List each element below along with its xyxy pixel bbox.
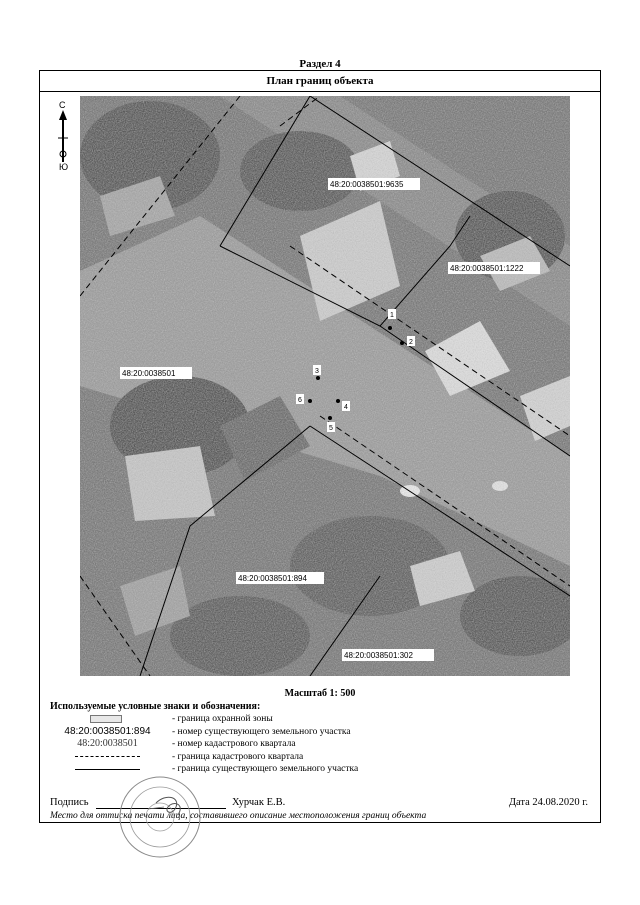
stamp-caption: Место для оттиска печати лица, составившего описание местоположения границ объекта <box>50 811 427 821</box>
north-arrow <box>52 100 74 180</box>
point-label-5: 5 <box>329 425 333 432</box>
section-title: Раздел 4 <box>299 58 341 70</box>
point-label-2: 2 <box>409 339 413 346</box>
legend-item-parcel-boundary <box>50 763 590 776</box>
point-label-4: 4 <box>344 404 348 411</box>
point-label-3: 3 <box>315 368 319 375</box>
legend-item-quarter-number <box>50 738 590 751</box>
point-label-6: 6 <box>298 397 302 404</box>
dashed-line-icon <box>75 756 140 757</box>
legend-title: Используемые условные знаки и обозначения: <box>50 701 261 712</box>
solid-line-icon <box>75 769 140 770</box>
aerial-map <box>80 96 570 676</box>
legend-text: - граница существующего земельного участка <box>172 764 359 774</box>
legend <box>50 713 590 776</box>
legend-item-quarter-boundary <box>50 751 590 764</box>
south-label: Ю <box>59 162 69 172</box>
parcel-label-9635: 48:20:0038501:9635 <box>330 180 404 189</box>
seal-stamp-icon <box>118 775 203 860</box>
point-label-1: 1 <box>390 312 394 319</box>
north-label: С <box>59 100 66 110</box>
zone-symbol-icon <box>90 715 122 723</box>
aerial-photo-image <box>80 96 570 676</box>
signature-label: Подпись <box>50 797 89 808</box>
legend-item-parcel-number <box>50 726 590 739</box>
legend-text: - номер кадастрового квартала <box>172 739 296 749</box>
legend-text: - граница охранной зоны <box>172 714 273 724</box>
legend-text: - номер существующего земельного участка <box>172 726 351 737</box>
plan-title: План границ объекта <box>39 70 601 92</box>
legend-item-zone <box>50 713 590 726</box>
legend-text: - граница кадастрового квартала <box>172 751 304 762</box>
signature-date: Дата 24.08.2020 г. <box>508 797 588 808</box>
parcel-number-sample: 48:20:0038501:894 <box>64 725 151 737</box>
parcel-label-302: 48:20:0038501:302 <box>344 651 413 660</box>
quarter-number-sample: 48:20:0038501 <box>77 738 138 749</box>
scale-label: Масштаб 1: 500 <box>284 688 356 699</box>
parcel-label-1222: 48:20:0038501:1222 <box>450 264 524 273</box>
quarter-label: 48:20:0038501 <box>122 369 176 378</box>
signer-name: Хурчак Е.В. <box>232 797 286 808</box>
parcel-label-894: 48:20:0038501:894 <box>238 574 307 583</box>
